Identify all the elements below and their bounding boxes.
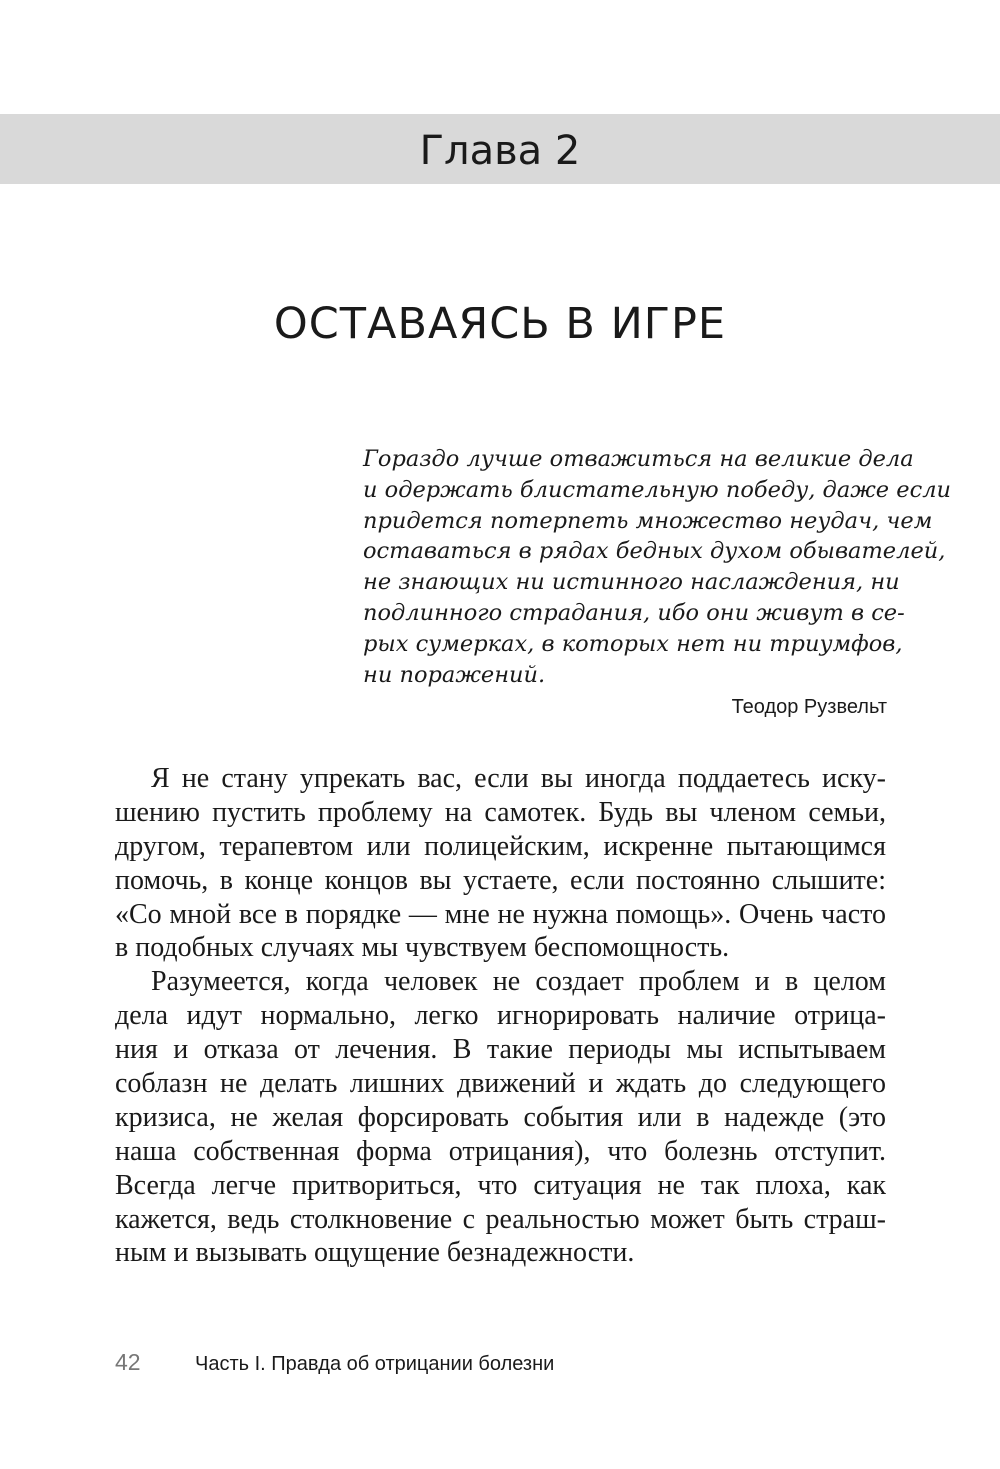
text-line: ния и отказа от лечения. В такие периоды мы испытываем	[115, 1034, 886, 1066]
text-line: «Со мной все в порядке — мне не нужна помощь». Очень часто	[115, 898, 886, 930]
epigraph-line: подлинного страдания, ибо они живут в се-	[363, 599, 905, 626]
epigraph-line: придется потерпеть множество неудач, чем	[363, 507, 933, 534]
paragraph	[115, 762, 886, 965]
text-line: другом, терапевтом или полицейским, искренне пытающимся	[115, 830, 886, 862]
epigraph-line: и одержать блистательную победу, даже если	[363, 476, 952, 503]
text-line: дела идут нормально, легко игнорировать наличие отрица-	[115, 1000, 886, 1032]
text-line: ным и вызывать ощущение безнадежности.	[115, 1237, 635, 1269]
text-line: помочь, в конце концов вы устаете, если постоянно слышите:	[115, 864, 886, 896]
text-line: соблазн не делать лишних движений и ждать до следующего	[115, 1068, 886, 1100]
body-text	[115, 762, 886, 1270]
text-line: кажется, ведь столкновение с реальностью может быть страш-	[115, 1203, 886, 1235]
chapter-number: Глава 2	[419, 128, 581, 174]
text-line: Всегда легче притвориться, что ситуация не так плоха, как	[115, 1169, 886, 1201]
running-head: Часть I. Правда об отрицании болезни	[195, 1353, 555, 1375]
chapter-title: ОСТАВАЯСЬ В ИГРЕ	[273, 299, 727, 349]
text-line: наша собственная форма отрицания), что болезнь отступит.	[115, 1135, 886, 1167]
epigraph-line: Гораздо лучше отважиться на великие дела	[363, 446, 914, 472]
paragraph	[115, 965, 886, 1270]
page-number: 42	[115, 1349, 141, 1375]
epigraph-line: ни поражений.	[363, 661, 546, 688]
text-line: Разумеется, когда человек не создает проблем и в целом	[151, 966, 886, 998]
text-line: Я не стану упрекать вас, если вы иногда поддаетесь иску-	[151, 763, 886, 794]
text-line: шению пустить проблему на самотек. Будь вы членом семьи,	[115, 796, 886, 828]
epigraph-author: Теодор Рузвельт	[731, 696, 887, 719]
text-line: в подобных случаях мы чувствуем беспомощность.	[115, 932, 730, 964]
epigraph-line: оставаться в рядах бедных духом обывателей,	[363, 538, 946, 565]
epigraph	[363, 444, 952, 722]
text-line: кризиса, не желая форсировать события или в надежде (это	[115, 1101, 886, 1133]
page-footer	[115, 1344, 554, 1380]
epigraph-line: рых сумерках, в которых нет ни триумфов,	[363, 630, 903, 657]
epigraph-line: не знающих ни истинного наслаждения, ни	[363, 569, 900, 596]
